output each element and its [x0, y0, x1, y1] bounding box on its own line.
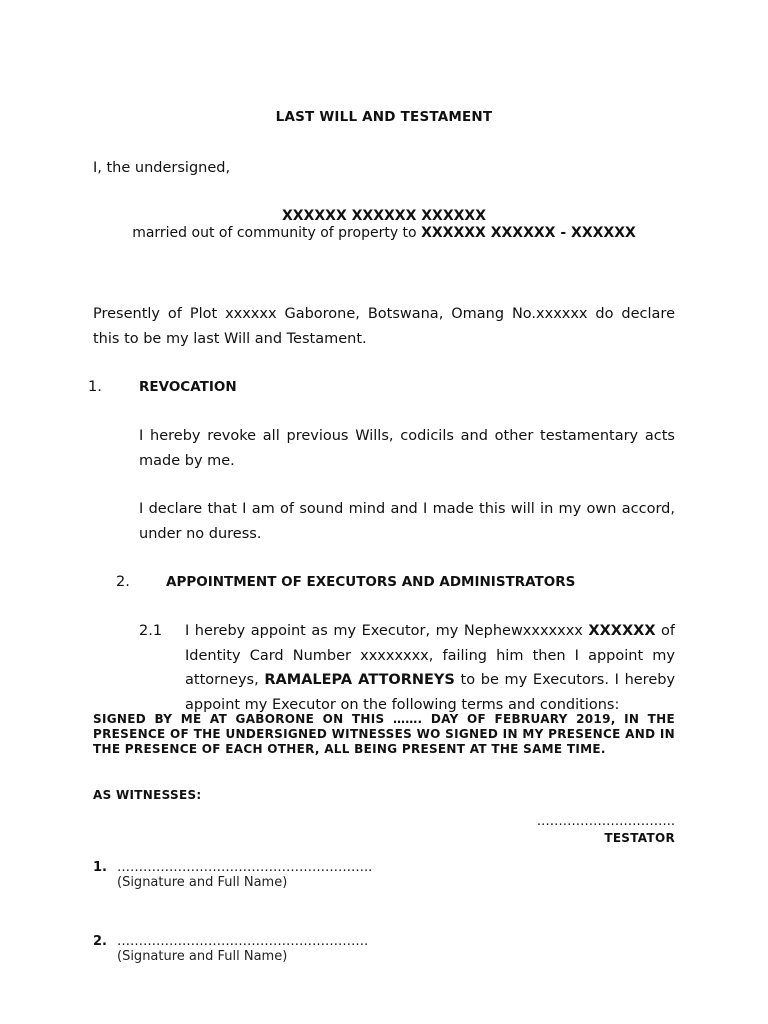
- testator-name: XXXXXX XXXXXX XXXXXX: [281, 208, 487, 224]
- subsection-2-1-text: I hereby appoint as my Executor, my Nephewxxxxxxx XXXXXX of Identity Card Number xxxxxxxx, failing him then I appoint my attorneys, RAMALEPA ATTORNEYS to be my Executors. I hereby appoint my Executor on the following terms and conditions:: [185, 623, 675, 713]
- section-2-heading: APPOINTMENT OF EXECUTORS AND ADMINISTRATORS: [166, 574, 576, 590]
- witness-2-signature-line: ………………………………………………….: [117, 934, 369, 949]
- revocation-paragraph-2: I declare that I am of sound mind and I made this will in my own accord, under no duress.: [139, 501, 675, 542]
- intro-line: I, the undersigned,: [93, 160, 231, 176]
- marriage-line: [0, 222, 768, 244]
- declaration-paragraph: Presently of Plot xxxxxx Gaborone, Botswana, Omang No.xxxxxx do declare this to be my last Will and Testament.: [93, 306, 675, 347]
- signing-statement: SIGNED BY ME AT GABORONE ON THIS ……. DAY OF FEBRUARY 2019, IN THE PRESENCE OF THE UNDERSIGNED WITNESSES WO SIGNED IN MY PRESENCE AND IN THE PRESENCE OF EACH OTHER, ALL BEING PRESENT AT THE SAME TIME.: [93, 712, 675, 756]
- spouse-name: XXXXXX XXXXXX - XXXXXX: [421, 225, 636, 241]
- section-2-number: 2.: [116, 574, 130, 590]
- executor-name: XXXXXX: [588, 623, 656, 639]
- testator-label: TESTATOR: [604, 831, 675, 845]
- subsection-2-1-number: 2.1: [139, 623, 163, 639]
- witness-1-number: 1.: [93, 860, 107, 875]
- testator-signature-line: …………………………..: [536, 814, 675, 829]
- document-title: LAST WILL AND TESTAMENT: [275, 109, 493, 125]
- witness-2-number: 2.: [93, 934, 107, 949]
- section-1-number: 1.: [88, 379, 102, 395]
- witnesses-heading: AS WITNESSES:: [93, 788, 202, 802]
- witness-1-note: (Signature and Full Name): [117, 875, 288, 890]
- witness-2-note: (Signature and Full Name): [117, 949, 288, 964]
- marriage-prefix: married out of community of property to: [132, 225, 417, 241]
- revocation-paragraph-1: I hereby revoke all previous Wills, codicils and other testamentary acts made by me.: [139, 428, 675, 469]
- witness-1-signature-line: …………………………………………………..: [117, 860, 373, 875]
- attorneys-name: RAMALEPA ATTORNEYS: [264, 672, 455, 688]
- section-1-heading: REVOCATION: [139, 379, 237, 395]
